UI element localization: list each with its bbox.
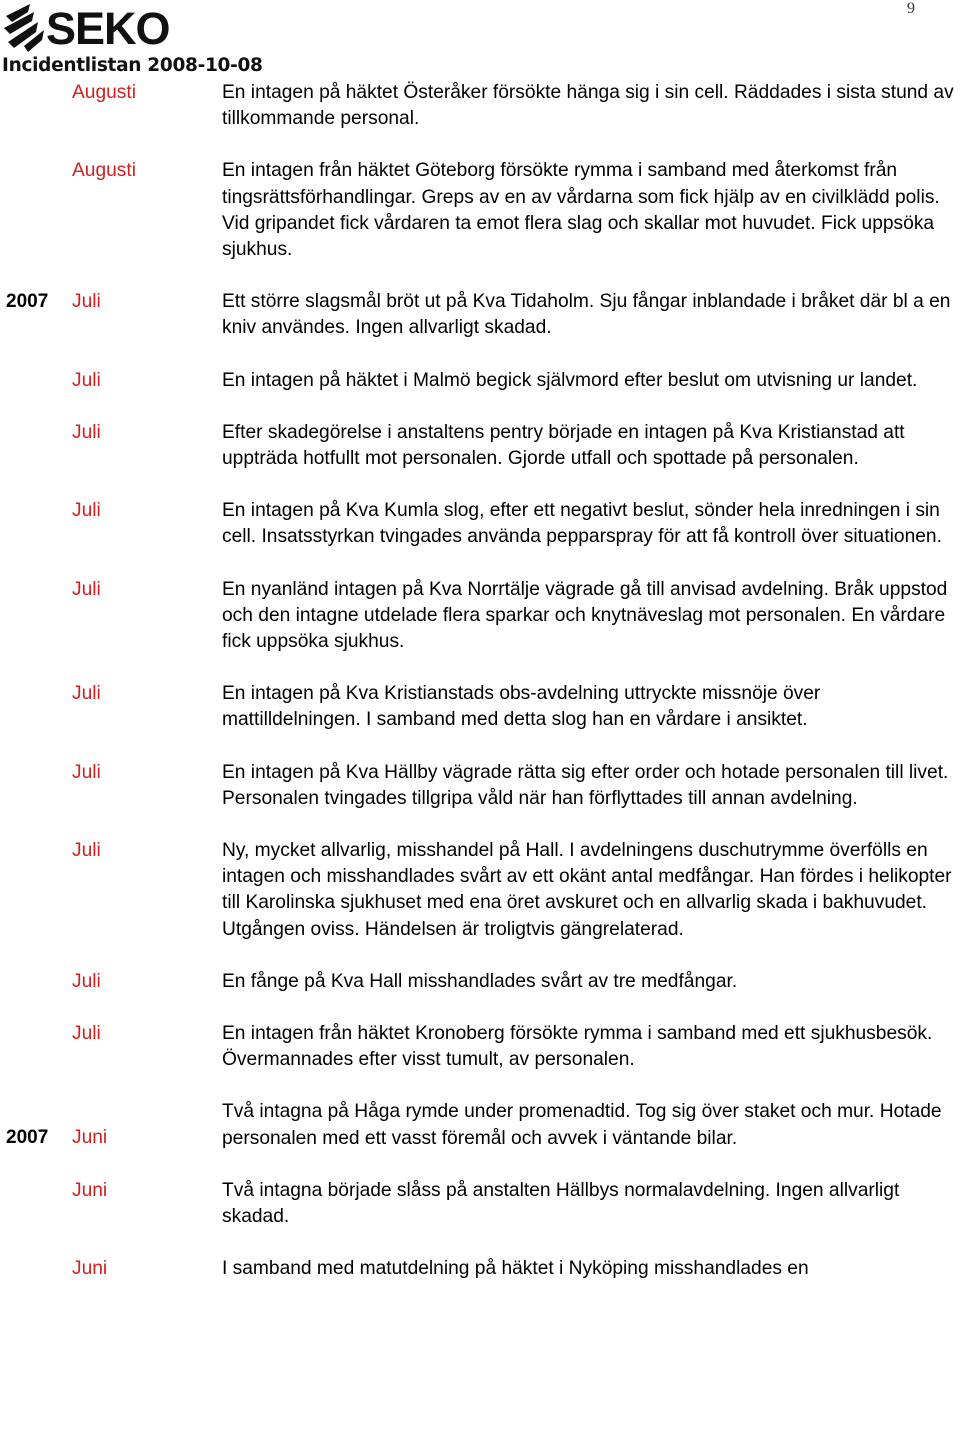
entry-text: En intagen från häktet Göteborg försökte rymma i samband med återkomst från tingsrättsförhandlingar. Greps av en av vårdarna som fick hjälp av en civilklädd polis. Vid gripandet fick vårdaren ta emot flera slag och skallar mot huvudet. Fick uppsöka sjukhus. [222, 160, 940, 261]
entry-month: Augusti [72, 82, 136, 103]
entry-month: Juli [72, 578, 101, 600]
incident-entry [0, 158, 960, 263]
entry-text: En intagen på häktet i Malmö begick självmord efter beslut om utvisning ur landet. [222, 369, 918, 391]
entry-year [0, 158, 72, 263]
entry-year [0, 1178, 72, 1230]
entry-year: 2007 [6, 291, 49, 313]
incident-entry [0, 1178, 960, 1230]
incident-entry [0, 1256, 960, 1282]
brand-name: SEKO [46, 3, 170, 54]
entry-month: Juli [72, 500, 101, 522]
entry-text: Två intagna på Håga rymde under promenadtid. Tog sig över staket och mur. Hotade personalen med ett vasst föremål och avvek i väntande bilar. [222, 1101, 942, 1149]
entry-text: En intagen på Kva Kristianstads obs-avdelning uttryckte missnöje över mattilldelningen. I samband med detta slog han en vårdare i ansiktet. [222, 683, 821, 731]
entry-year [0, 498, 72, 550]
entry-year [0, 577, 72, 656]
entry-text: Två intagna började slåss på anstalten Hällbys normalavdelning. Ingen allvarligt skadad. [222, 1179, 900, 1228]
entry-month: Juli [72, 369, 101, 391]
entry-month: Juni [72, 1258, 108, 1280]
entry-month: Juli [72, 421, 101, 443]
entry-month: Juni [72, 1179, 108, 1201]
incident-entry [0, 498, 960, 550]
entry-month: Juli [72, 840, 101, 862]
incident-entry [0, 838, 960, 943]
incident-entry [0, 681, 960, 733]
entry-month: Juli [72, 1023, 101, 1045]
entry-year: 2007 [6, 1127, 49, 1149]
entry-text: Efter skadegörelse i anstaltens pentry började en intagen på Kva Kristianstad att uppträda hotfullt mot personalen. Gjorde utfall och spottade på personalen. [222, 421, 905, 470]
incident-entry [0, 1021, 960, 1073]
incident-entry [0, 577, 960, 656]
incident-entry [0, 420, 960, 472]
page-number: 9 [907, 0, 915, 17]
entry-year [0, 838, 72, 943]
entry-month: Juni [72, 1127, 108, 1149]
entry-year [0, 1021, 72, 1073]
entry-year [0, 420, 72, 472]
entry-text: Ny, mycket allvarlig, misshandel på Hall. I avdelningens duschutrymme överfölls en intagen och misshandlades svårt av ett okänt antal medfångar. Han fördes i helikopter till Karolinska sjukhuset med ena öret avskuret och en allvarlig skada i bakhuvudet. Utgången oviss. Händelsen är troligtvis gängrelaterad. [222, 840, 952, 940]
entry-year [0, 368, 72, 394]
incident-entry [0, 1099, 960, 1151]
entry-month: Juli [72, 970, 101, 992]
entry-year [0, 1256, 72, 1282]
entry-text: En intagen på Kva Kumla slog, efter ett negativt beslut, sönder hela inredningen i sin cell. Insatsstyrkan tvingades använda pepparspray för att få kontroll över situationen. [222, 500, 942, 548]
entry-text: En fånge på Kva Hall misshandlades svårt av tre medfångar. [222, 970, 738, 992]
incident-entry [0, 969, 960, 995]
entry-month: Augusti [72, 160, 136, 182]
incident-list [0, 80, 960, 1283]
entry-text: En nyanländ intagen på Kva Norrtälje vägrade gå till anvisad avdelning. Bråk uppstod och den intagne utdelade flera sparkar och knytnäveslag mot personalen. En vårdare fick uppsöka sjukhus. [222, 578, 948, 653]
seko-logo [0, 0, 263, 80]
entry-year [0, 969, 72, 995]
incident-entry [0, 80, 960, 132]
incident-entry [0, 368, 960, 394]
seko-wing-logo-icon [2, 2, 48, 54]
incident-entry [0, 760, 960, 812]
list-subtitle: Incidentlistan 2008-10-08 [2, 55, 263, 76]
entry-text: En intagen på häktet Österåker försökte hänga sig i sin cell. Räddades i sista stund av tillkommande personal. [222, 82, 954, 130]
entry-text: En intagen från häktet Kronoberg försökte rymma i samband med ett sjukhusbesök. Övermannades efter visst tumult, av personalen. [222, 1023, 933, 1071]
incident-entry [0, 289, 960, 341]
entry-text: I samband med matutdelning på häktet i Nyköping misshandlades en [222, 1258, 809, 1280]
entry-text: Ett större slagsmål bröt ut på Kva Tidaholm. Sju fångar inblandade i bråket där bl a en kniv användes. Ingen allvarligt skadad. [222, 291, 951, 339]
entry-month: Juli [72, 291, 101, 313]
entry-text: En intagen på Kva Hällby vägrade rätta sig efter order och hotade personalen till livet. Personalen tvingades tillgripa våld när han förflyttades till annan avdelning. [222, 761, 949, 809]
entry-year [0, 681, 72, 733]
entry-year [0, 80, 72, 132]
entry-year [0, 760, 72, 812]
entry-month: Juli [72, 761, 101, 783]
entry-month: Juli [72, 683, 101, 705]
